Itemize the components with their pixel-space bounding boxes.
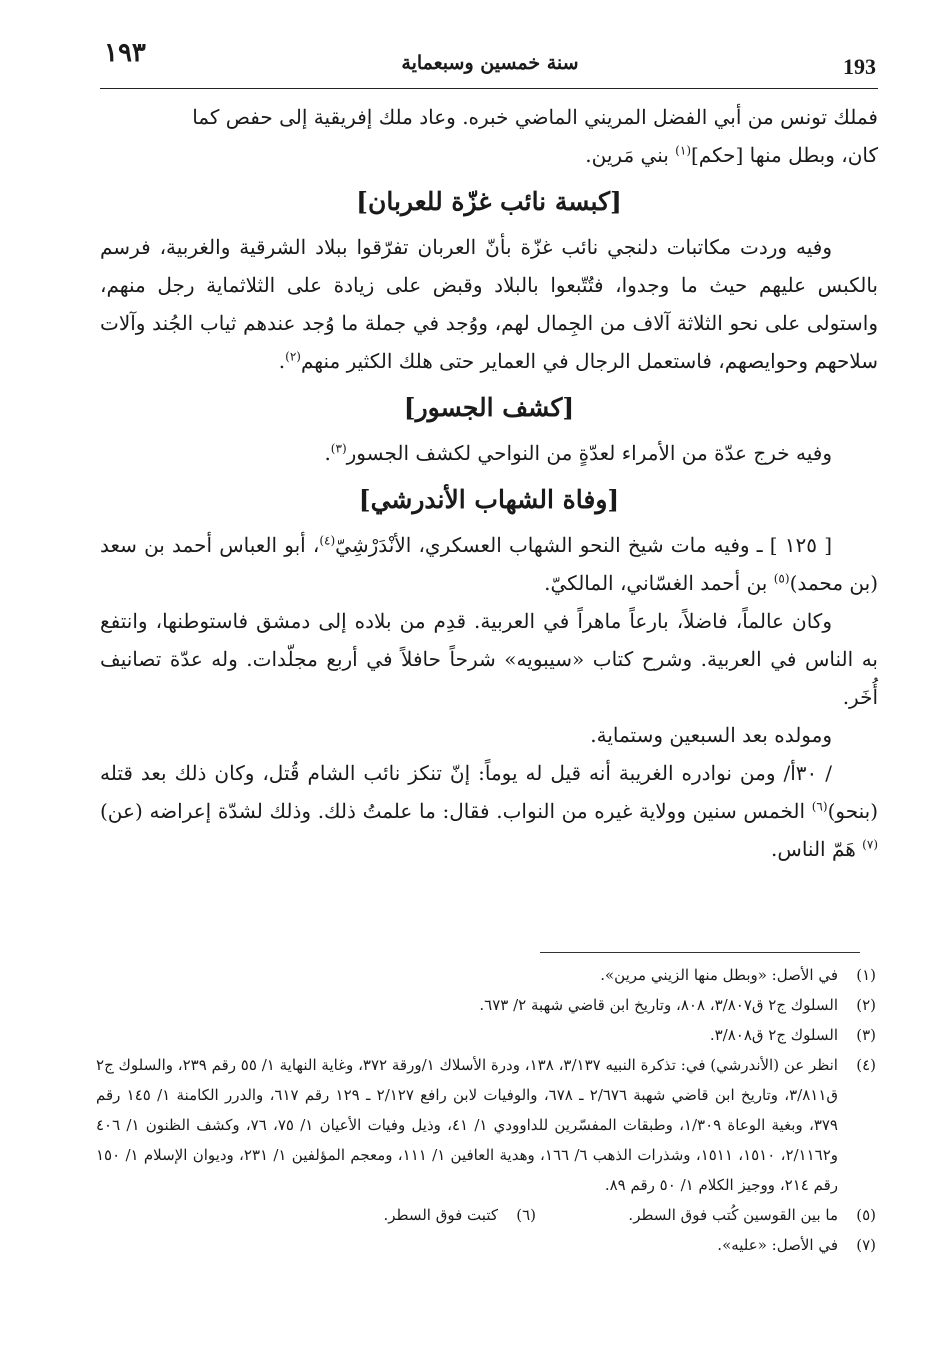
footnote-number: (٦) bbox=[516, 1206, 536, 1224]
footnote-number: (٣) bbox=[856, 1026, 876, 1044]
paragraph-5: وكان عالماً، فاضلاً، بارعاً ماهراً في العربية. قدِم من بلاده إلى دمشق فاستوطنها، وانتفع به الناس في العربية. وشرح كتاب «سيبويه» شرحاً حافلاً في أربع مجلّدات. وله عدّة تصانيف أُخَر. bbox=[100, 609, 878, 709]
page-number-latin: 193 bbox=[843, 54, 876, 79]
section-heading-bridges: [كشف الجسور] bbox=[403, 393, 575, 422]
footnote-2 bbox=[96, 990, 878, 1020]
paragraph-7-text: / ٣٠أ/ ومن نوادره الغريبة أنه قيل له يوماً: إنّ تنكز نائب الشام قُتل، وكان ذلك بعد قتله (بنحو) bbox=[100, 761, 879, 823]
header-divider bbox=[100, 88, 878, 89]
page-number-arabic: ١٩٣ bbox=[104, 38, 146, 68]
footnotes bbox=[96, 960, 878, 1260]
footnote-ref-1: (١) bbox=[675, 143, 691, 158]
footnote-text: ما بين القوسين كُتب فوق السطر. bbox=[628, 1206, 838, 1224]
footnote-ref-5: (٥) bbox=[773, 571, 790, 586]
main-text bbox=[100, 98, 878, 868]
footnote-text: انظر عن (الأندرشي) في: تذكرة النبيه ٣/١٣٧، ١٣٨، ودرة الأسلاك ١/ورقة ٣٧٢، وغاية النهاية ١/ ٥٥ رقم ٢٣٩، والسلوك ج٢ ق٣/٨١١، وتاريخ ابن قاضي شهبة ٢/٦٧٦ ـ ٦٧٨، والوفيات لابن رافع ٢/١٢٧ ـ ١٢٩ رقم ٦١٧، والدرر الكامنة ١/ ١٤٥ رقم ٣٧٩، وبغية الوعاة ١/٣٠٩، وطبقات المفسّرين للداوودي ١/ ٤١، وذيل وفيات الأعيان ١/ ٧٥، ٧٦، وكشف الظنون ١/ ٤٠٦ و٢/١١٦٢، ١٥١٠، ١٥١١، وشذرات الذهب ٦/ ١٦٦، وهدية العافين ١/ ١١١، ومعجم المؤلفين ١/ ٢٣١، وديوان الإسلام ١/ ١٥٠ رقم ٢١٤، ووجيز الكلام ١/ ٥٠ رقم ٨٩. bbox=[96, 1056, 839, 1194]
footnote-ref-6: (٦) bbox=[811, 799, 828, 814]
footnote-3 bbox=[96, 1020, 878, 1050]
running-title: سنة خمسين وسبعماية bbox=[401, 52, 579, 74]
paragraph-4-text-2: ، أبو العباس أحمد بن سعد (بن محمد) bbox=[100, 533, 878, 595]
paragraph-1-line-2: كان، وبطل منها [حكم] bbox=[691, 143, 878, 167]
footnote-ref-3: (٣) bbox=[330, 441, 347, 456]
paragraph-4-text: [ ١٢٥ ] ـ وفيه مات شيخ النحو الشهاب العسكري، الأنْدَرْشِيّ bbox=[335, 533, 832, 557]
footnote-1 bbox=[96, 960, 878, 990]
footnote-ref-2: (٢) bbox=[285, 349, 301, 364]
footnote-text: السلوك ج٢ ق٣/٨٠٨. bbox=[709, 1026, 838, 1044]
footnote-number: (٤) bbox=[856, 1056, 876, 1074]
paragraph-7 bbox=[100, 754, 878, 868]
footnote-text: في الأصل: «عليه». bbox=[717, 1236, 838, 1254]
footnote-7 bbox=[96, 1230, 878, 1260]
paragraph-3-text: وفيه خرج عدّة من الأمراء لعدّةٍ من النواحي لكشف الجسور bbox=[346, 441, 832, 465]
section-heading-obituary: [وفاة الشهاب الأندرشي] bbox=[358, 485, 620, 514]
footnote-ref-4: (٤) bbox=[319, 533, 336, 548]
footnote-text: كتبت فوق السطر. bbox=[383, 1206, 498, 1224]
paragraph-7-text-3: هَمّ الناس. bbox=[771, 837, 863, 861]
paragraph-6: ومولده بعد السبعين وستماية. bbox=[590, 723, 832, 747]
paragraph-2-text: وفيه وردت مكاتبات دلنجي نائب غزّة بأنّ العربان تفرّقوا ببلاد الشرقية والغربية، فرسم بالكبس عليهم حيث ما وجدوا، فتُتّبعوا بالبلاد وقبض على زيادة على الثلاثماية رجل منهم، واستولى على نحو الثلاثة آلاف من الجِمال لهم، ووُجد في جملة ما وُجد عندهم ثياب الجُند وآلات سلاحهم وحوايصهم، فاستعمل الرجال في العماير حتى هلك الكثير منهم bbox=[100, 235, 878, 373]
footnote-divider bbox=[540, 952, 860, 953]
section-heading-kabsa: [كبسة نائب غزّة للعربان] bbox=[356, 187, 622, 216]
footnote-number: (٧) bbox=[856, 1236, 876, 1254]
footnote-number: (٢) bbox=[856, 996, 876, 1014]
footnote-5 bbox=[538, 1200, 878, 1230]
paragraph-1 bbox=[100, 98, 878, 174]
footnote-6 bbox=[198, 1200, 538, 1230]
footnote-ref-7: (٧) bbox=[862, 837, 878, 852]
footnote-number: (١) bbox=[856, 966, 876, 984]
paragraph-3 bbox=[100, 434, 878, 472]
paragraph-4 bbox=[100, 526, 878, 602]
paragraph-2 bbox=[100, 228, 878, 380]
paragraph-7-text-2: الخمس سنين وولاية غيره من النواب. فقال: ما علمتُ ذلك. وذلك لشدّة إعراضه (عن) bbox=[100, 799, 812, 823]
paragraph-1-line-1: فملك تونس من أبي الفضل المريني الماضي خبره. وعاد ملك إفريقية إلى حفص كما bbox=[192, 105, 878, 129]
paragraph-3-end: . bbox=[324, 441, 331, 465]
paragraph-2-end: . bbox=[278, 349, 286, 373]
footnote-4 bbox=[96, 1050, 878, 1200]
footnote-number: (٥) bbox=[856, 1206, 876, 1224]
footnote-text: في الأصل: «وبطل منها الزيني مرين». bbox=[600, 966, 838, 984]
footnote-text: السلوك ج٢ ق٣/٨٠٧، ٨٠٨، وتاريخ ابن قاضي شهبة ٢/ ٦٧٣. bbox=[479, 996, 838, 1014]
footnote-row-5-6 bbox=[96, 1200, 878, 1230]
paragraph-1-line-2-end: بني مَرين. bbox=[585, 143, 676, 167]
page-header bbox=[100, 38, 880, 88]
paragraph-4-text-3: بن أحمد الغسّاني، المالكيّ. bbox=[544, 571, 774, 595]
